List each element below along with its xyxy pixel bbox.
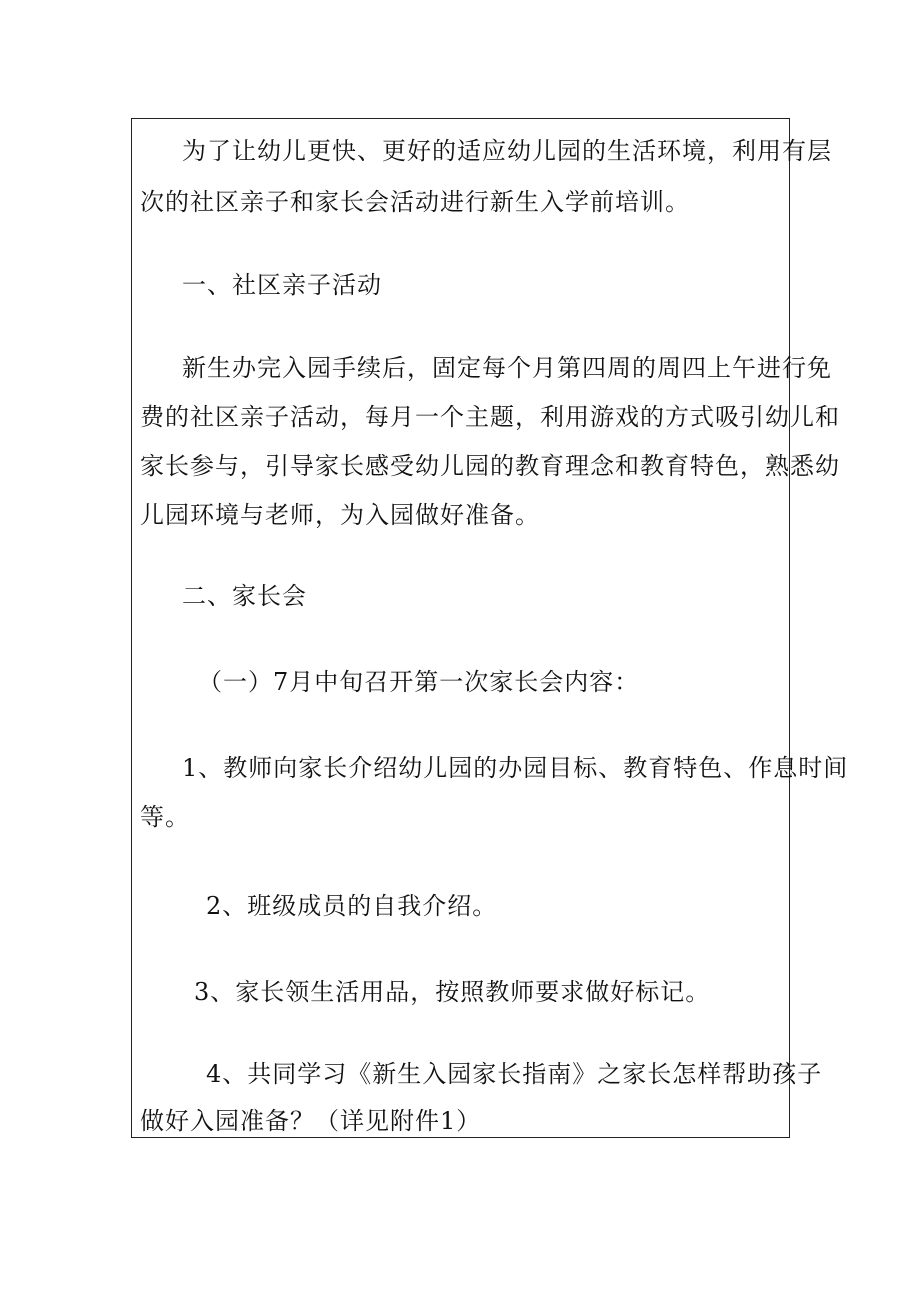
section-2-heading: 二、家长会 (182, 582, 307, 610)
item-1-line-1: 1、教师向家长介绍幼儿园的办园目标、教育特色、作息时间 (182, 754, 849, 782)
item-1-line-2: 等。 (140, 803, 190, 831)
section-1-body-line-2: 费的社区亲子活动，每月一个主题，利用游戏的方式吸引幼儿和 (140, 403, 840, 431)
intro-line-1: 为了让幼儿更快、更好的适应幼儿园的生活环境，利用有层 (182, 137, 832, 165)
document-frame (131, 118, 849, 1138)
subsection-1-heading: （一）7月中旬召开第一次家长会内容： (198, 668, 640, 696)
section-1-heading: 一、社区亲子活动 (182, 271, 382, 299)
section-1-body-line-4: 儿园环境与老师，为入园做好准备。 (140, 501, 540, 529)
section-1-body-line-3: 家长参与，引导家长感受幼儿园的教育理念和教育特色，熟悉幼 (140, 452, 840, 480)
section-1-body-line-1: 新生办完入园手续后，固定每个月第四周的周四上午进行免 (182, 354, 832, 382)
item-4-line-2: 做好入园准备？（详见附件1） (140, 1107, 482, 1135)
item-3: 3、家长领生活用品，按照教师要求做好标记。 (194, 978, 711, 1006)
item-4-line-1: 4、共同学习《新生入园家长指南》之家长怎样帮助孩子 (206, 1060, 823, 1088)
intro-line-2: 次的社区亲子和家长会活动进行新生入学前培训。 (140, 188, 690, 216)
item-2: 2、班级成员的自我介绍。 (206, 892, 498, 920)
